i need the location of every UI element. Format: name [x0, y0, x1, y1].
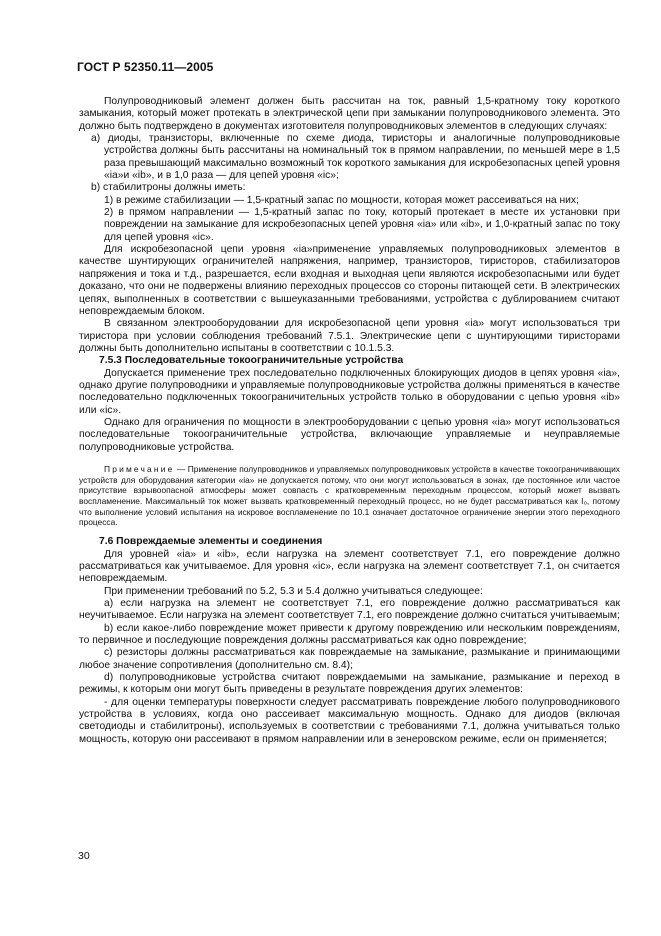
paragraph: b) если какое-либо повреждение может привести к другому повреждению или нескольким повреждениям, то первичное и последующие повреждения должны рассматриваться как одно повреждение; — [79, 622, 620, 646]
paragraph: Полупроводниковый элемент должен быть рассчитан на ток, равный 1,5-кратному току короткого замыкания, который может протекать в электрической цепи при замыкании полупроводникового элемента. Это должно быть подтверждено в документах изготовителя полупроводниковых элементов в следующих случаях: — [79, 96, 620, 132]
note-paragraph — [79, 464, 620, 528]
paragraph: Для искробезопасной цепи уровня «ia»применение управляемых полупроводниковых элементов в качестве шунтирующих ограничителей напряжения, например, транзисторов, тиристоров, стабилизаторов напряжения и тока и т.д., разрешается, если входная и выходная цепи являются искробезопасными или будет доказано, что они не подвержены влиянию переходных процессов со стороны питающей сети. В электрических цепях, выполненных в соответствии с вышеуказанными требованиями, устройства с дублированием считают неповреждаемым блоком. — [79, 244, 620, 317]
list-item: a) диоды, транзисторы, включенные по схеме диода, тиристоры и аналогичные полупроводниковые устройства должны быть рассчитаны на номинальный ток в прямом направлении, по меньшей мере в 1,5 раза превышающий максимально возможный ток короткого замыкания для искробезопасных цепей уровня «ia»и «ib», и в 1,0 раза — для цепей уровня «ic»; — [91, 133, 620, 182]
list-item: b) стабилитроны должны иметь: — [91, 182, 246, 194]
paragraph: Однако для ограничения по мощности в электрооборудовании с цепью уровня «ia» могут использоваться последовательные токоограничительные устройства, включающие управляемые и неуправляемые полупроводниковые устройства. — [79, 416, 620, 453]
paragraph: a) если нагрузка на элемент не соответствует 7.1, его повреждение должно рассматриваться как неучитываемое. Если нагрузка на элемент соответствует 7.1, его повреждение должно считаться учитываемым; — [79, 597, 620, 622]
paragraph: В связанном электрооборудовании для искробезопасной цепи уровня «ia» могут использоваться три тиристора при условии соблюдения требований 7.5.1. Электрические цепи с шунтирующими тиристорами должны быть дополнительно испытаны в соответствии с 10.1.5.3. — [79, 318, 620, 354]
paragraph: При применении требований по 5.2, 5.3 и 5.4 должно учитываться следующее: — [104, 585, 483, 597]
page-number: 30 — [78, 850, 90, 862]
section-heading: 7.6 Повреждаемые элементы и соединения — [99, 536, 323, 548]
list-item: 2) в прямом направлении — 1,5-кратный запас по току, который протекает в месте их установки при повреждении на замыкание для искробезопасных цепей уровня «ia» или «ib», и 1,0-кратный запас по току для цепей уровня «ic». — [104, 207, 620, 243]
section-heading: 7.5.3 Последовательные токоограничительные устройства — [99, 355, 404, 367]
list-item: 1) в режиме стабилизации — 1,5-кратный запас по мощности, которая может рассеиваться на них; — [104, 194, 579, 206]
paragraph: d) полупроводниковые устройства считают повреждаемыми на замыкание, размыкание и переход в режимы, к которым они могут быть приведены в результате повреждения других элементов: — [79, 671, 620, 696]
page-body — [79, 96, 620, 746]
paragraph: Допускается применение трех последовательно подключенных блокирующих диодов в цепях уровня «ia», однако другие полупроводники и управляемые полупроводниковые устройства должны применяться в качестве последовательно подключенных токоограничительных устройств только в оборудовании с цепью уровня «ib» или «ic». — [79, 367, 620, 416]
standard-header: ГОСТ Р 52350.11—2005 — [77, 60, 214, 74]
note-text: — Применение полупроводников и управляемых полупроводниковых устройств в качестве токоограничивающих устройств для оборудования категории «ia» не допускается потому, что они могут использоваться в зонах, где постоянное или частое присутствие взрывоопасной атмосферы может совпасть с кратковременным переходным процессом, который может вызвать воспламенение. Максимальный ток может вызвать кратковременный переходный процесс, но не будет рассматриваться как I₀, потому что выполнение условий испытания на искровое воспламенение по 10.1 означает достаточное ограничение энергии этого переходного процесса. — [79, 463, 620, 528]
paragraph: c) резисторы должны рассматриваться как повреждаемые на замыкание, размыкание и принимающими любое значение сопротивления (дополнительно см. 8.4); — [79, 647, 620, 671]
paragraph: - для оценки температуры поверхности следует рассматривать повреждение любого полупроводникового устройства в условиях, когда оно рассеивает максимальную мощность. Однако для диодов (включая светодиоды и стабилитроны), используемых в соответствии с требованиями 7.1, должна учитываться только мощность, которую они рассеивают в прямом направлении или в зенеровском режиме, если он применяется; — [79, 696, 620, 745]
note-label: Примечание — [104, 463, 175, 474]
paragraph: Для уровней «ia» и «ib», если нагрузка на элемент соответствует 7.1, его повреждение должно рассматриваться как учитываемое. Для уровня «ic», если нагрузка на элемент соответствует 7.1, он считается неповреждаемым. — [79, 548, 620, 585]
